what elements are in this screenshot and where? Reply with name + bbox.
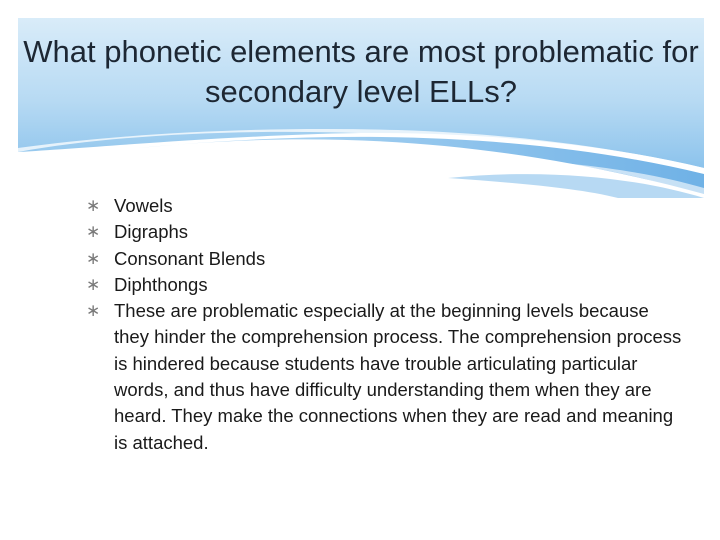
bullet-asterisk-icon: ∗ — [86, 248, 101, 268]
bullet-text: Vowels — [114, 195, 173, 216]
bullet-text: Diphthongs — [114, 273, 208, 295]
list-item — [86, 272, 686, 298]
bullet-text: These are problematic especially at the beginning levels because they hinder the comprehension process. The comprehension process is hindered because students have trouble articulating particular words, and thus have difficulty understanding them when they are heard. They make the connections when they are read and meaning is attached. — [114, 300, 682, 453]
list-item — [86, 246, 686, 272]
list-item — [86, 298, 686, 456]
bullet-text: Consonant Blends — [114, 247, 266, 269]
bullet-list — [86, 193, 686, 456]
bullet-asterisk-icon: ∗ — [86, 222, 101, 242]
bullet-asterisk-icon: ∗ — [86, 301, 101, 321]
bullet-asterisk-icon: ∗ — [86, 196, 101, 215]
slide-title: What phonetic elements are most problematic for secondary level ELLs? — [23, 34, 699, 109]
bullet-text: Digraphs — [114, 221, 189, 243]
bullet-asterisk-icon: ∗ — [86, 274, 101, 294]
list-item — [86, 219, 686, 245]
list-item — [86, 193, 686, 219]
